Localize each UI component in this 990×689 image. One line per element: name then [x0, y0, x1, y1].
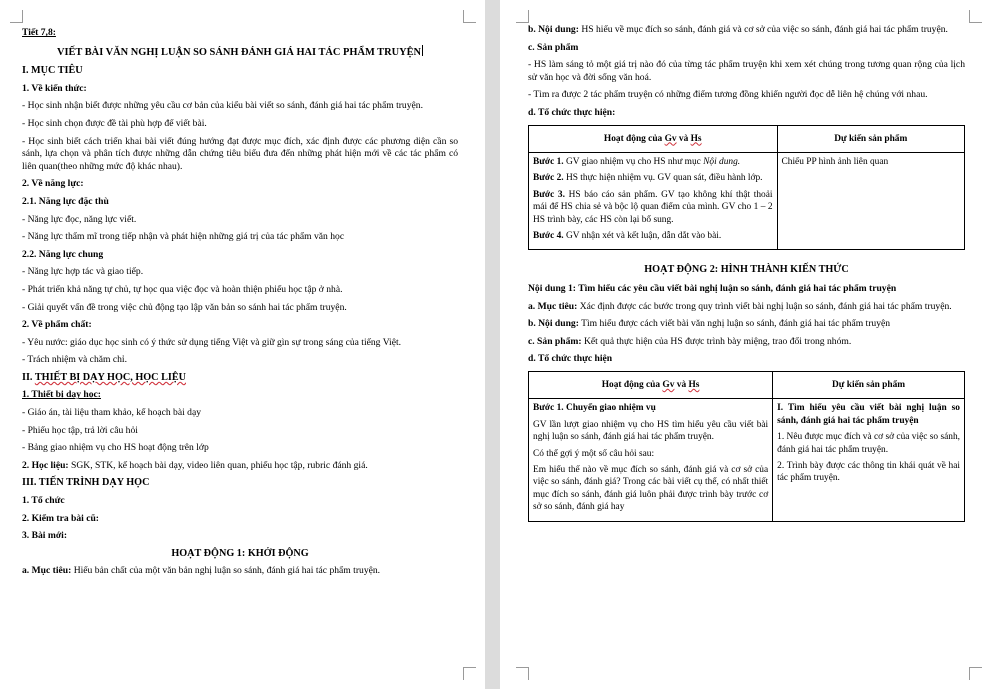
table-header-activity: Hoạt động của Gv và Hs	[529, 371, 773, 398]
ability-heading: 2. Về năng lực:	[22, 178, 84, 190]
general-ability-item: - Giải quyết vấn đề trong việc chủ động tạo lập văn bản so sánh hai tác phẩm truyện.	[22, 301, 347, 313]
step-text: Em hiểu thế nào về mục đích so sánh, đánh giá và cơ sở của việc so sánh, đánh giá? Trong các bài viết cụ thể, có nhất thiết mục đích so sánh, đánh giá luôn phải được trình bày trước cơ sở so sánh, đánh giá hay	[533, 465, 769, 513]
specific-ability-heading: 2.1. Năng lực đặc thù	[22, 195, 109, 207]
step-row: Bước 2. HS thực hiện nhiệm vụ. GV quan sát, điều hành lớp.	[533, 173, 763, 184]
general-ability-heading: 2.2. Năng lực chung	[22, 248, 104, 260]
page-gap	[485, 0, 500, 689]
activity-2-content-1: Nội dung 1: Tìm hiểu các yêu cầu viết bài nghị luận so sánh, đánh giá hai tác phẩm truyện	[528, 283, 897, 294]
knowledge-item: - Học sinh biết cách triển khai bài viết đúng hướng đạt được mục đích, xác định được các phương diện cần so sánh, lựa chọn và phân tích được những dẫn chứng tiêu biểu đưa đến những phát hiện mới về các tác phẩm có liên quan(theo những mức độ khác nhau).	[22, 135, 458, 172]
activity-2-table	[528, 371, 965, 522]
activity-1-table	[528, 125, 965, 251]
activity-2-product-cell	[773, 399, 965, 521]
activity-2-steps-cell	[529, 399, 773, 521]
content-line: b. Nội dung: HS hiểu về mục đích so sánh, đánh giá và cơ sở của việc so sánh, đánh giá hai tác phẩm truyện.	[528, 24, 948, 35]
materials-line: 2. Học liệu: SGK, STK, kế hoạch bài dạy, video liên quan, phiếu học tập, rubric đánh giá.	[22, 459, 368, 471]
specific-ability-item: - Năng lực đọc, năng lực viết.	[22, 213, 137, 225]
document-page-2	[500, 0, 990, 689]
product-item: 2. Trình bày được các thông tin khái quát về hai tác phẩm truyện.	[777, 461, 960, 484]
crop-mark	[516, 10, 529, 23]
product-cell: Chiếu PP hình ảnh liên quan	[777, 152, 964, 249]
section-equipment: II. THIẾT BỊ DẠY HỌC, HỌC LIỆU	[22, 371, 186, 383]
table-header-product: Dự kiến sản phẩm	[773, 371, 965, 398]
quality-heading: 2. Về phẩm chất:	[22, 319, 92, 331]
activity-2-product: c. Sản phẩm: Kết quả thực hiện của HS được trình bày miệng, trao đổi trong nhóm.	[528, 335, 852, 347]
knowledge-item: - Học sinh nhận biết được những yêu cầu cơ bản của kiểu bài viết so sánh, đánh giá hai tác phẩm truyện.	[22, 100, 423, 112]
equipment-item: - Giáo án, tài liệu tham khảo, kế hoạch bài dạy	[22, 407, 202, 419]
equipment-item: - Bảng giao nhiệm vụ cho HS hoạt động trên lớp	[22, 442, 209, 454]
crop-mark	[969, 667, 982, 680]
step-heading: Bước 1. Chuyển giao nhiệm vụ	[533, 403, 656, 414]
step-row: Bước 4. GV nhận xét và kết luận, dẫn dắt vào bài.	[533, 231, 722, 241]
organization-heading: d. Tổ chức thực hiện:	[528, 106, 616, 118]
table-header-activity: Hoạt động của Gv và Hs	[529, 125, 778, 152]
lesson-label: Tiết 7,8:	[22, 27, 56, 38]
crop-mark	[516, 667, 529, 680]
activity-1-goal: a. Mục tiêu: Hiểu bản chất của một văn bản nghị luận so sánh, đánh giá hai tác phẩm truyện.	[22, 565, 381, 577]
equipment-item: - Phiếu học tập, trả lời câu hỏi	[22, 424, 138, 436]
section-process: III. TIẾN TRÌNH DẠY HỌC	[22, 477, 150, 489]
activity-steps-cell	[529, 152, 778, 249]
step-text: Có thể gợi ý một số câu hỏi sau:	[533, 448, 655, 459]
page-2-body[interactable]	[528, 24, 965, 549]
activity-1-title: HOẠT ĐỘNG 1: KHỞI ĐỘNG	[171, 547, 309, 559]
step-row: Bước 1. GV giao nhiệm vụ cho HS như mục Nội dung.	[533, 156, 741, 167]
section-objectives: I. MỤC TIÊU	[22, 65, 83, 77]
knowledge-item: - Học sinh chọn được đề tài phù hợp để viết bài.	[22, 117, 207, 129]
page-1-body[interactable]	[22, 27, 458, 583]
crop-mark	[463, 667, 476, 680]
process-step: 1. Tổ chức	[22, 495, 65, 507]
text-cursor	[422, 45, 423, 56]
process-step: 2. Kiểm tra bài cũ:	[22, 512, 100, 524]
crop-mark	[10, 10, 23, 23]
quality-item: - Yêu nước: giáo dục học sinh có ý thức sử dụng tiếng Việt và giữ gìn sự trong sáng của tiếng Việt.	[22, 336, 402, 348]
product-item: - Tìm ra được 2 tác phẩm truyện có những điểm tương đồng khiến người đọc dễ liên hệ chúng với nhau.	[528, 89, 928, 101]
crop-mark	[969, 10, 982, 23]
step-text: GV lần lượt giao nhiệm vụ cho HS tìm hiểu yêu cầu viết bài nghị luận so sánh, đánh giá hai tác phẩm truyện.	[533, 419, 769, 443]
activity-2-goal: a. Mục tiêu: Xác định được các bước trong quy trình viết bài nghị luận so sánh, đánh giá hai tác phẩm truyện.	[528, 300, 952, 312]
activity-2-table-wrapper	[528, 371, 965, 549]
product-heading: I. Tìm hiểu yêu cầu viết bài nghị luận so sánh, đánh giá hai tác phẩm truyện	[777, 403, 960, 426]
specific-ability-item: - Năng lực thẩm mĩ trong tiếp nhận và phát hiện những giá trị của tác phẩm văn học	[22, 231, 345, 243]
equipment-heading: 1. Thiết bị dạy học:	[22, 389, 101, 401]
general-ability-item: - Phát triển khả năng tự chủ, tự học qua việc đọc và hoàn thiện phiếu học tập ở nhà.	[22, 283, 343, 295]
process-step: 3. Bài mới:	[22, 530, 68, 542]
table-header-product: Dự kiến sản phẩm	[777, 125, 964, 152]
quality-item: - Trách nhiệm và chăm chỉ.	[22, 354, 127, 366]
general-ability-item: - Năng lực hợp tác và giao tiếp.	[22, 266, 144, 278]
document-page-1	[0, 0, 485, 689]
activity-2-title: HOẠT ĐỘNG 2: HÌNH THÀNH KIẾN THỨC	[644, 264, 849, 276]
activity-2-organization-heading: d. Tổ chức thực hiện	[528, 353, 613, 365]
product-item: 1. Nêu được mục đích và cơ sở của việc so sánh, đánh giá hai tác phẩm truyện.	[777, 432, 960, 455]
crop-mark	[463, 10, 476, 23]
step-row: Bước 3. HS báo cáo sản phẩm. GV tạo không khí thật thoải mái để HS chia sẻ và bộc lộ quan điểm của mình. GV cho 1 – 2 HS trình bày, các HS còn lại bổ sung.	[533, 189, 773, 225]
product-item: - HS làm sáng tỏ một giá trị nào đó của từng tác phẩm truyện khi xem xét chúng trong tương quan rộng của lịch sử văn học và đời sống văn hoá.	[528, 59, 965, 83]
knowledge-heading: 1. Về kiến thức:	[22, 82, 87, 94]
product-heading: c. Sản phẩm	[528, 41, 579, 53]
lesson-title: VIẾT BÀI VĂN NGHỊ LUẬN SO SÁNH ĐÁNH GIÁ HAI TÁC PHẨM TRUYỆN	[56, 46, 422, 58]
activity-2-content: b. Nội dung: Tìm hiểu được cách viết bài văn nghị luận so sánh, đánh giá hai tác phẩm truyện	[528, 318, 891, 330]
